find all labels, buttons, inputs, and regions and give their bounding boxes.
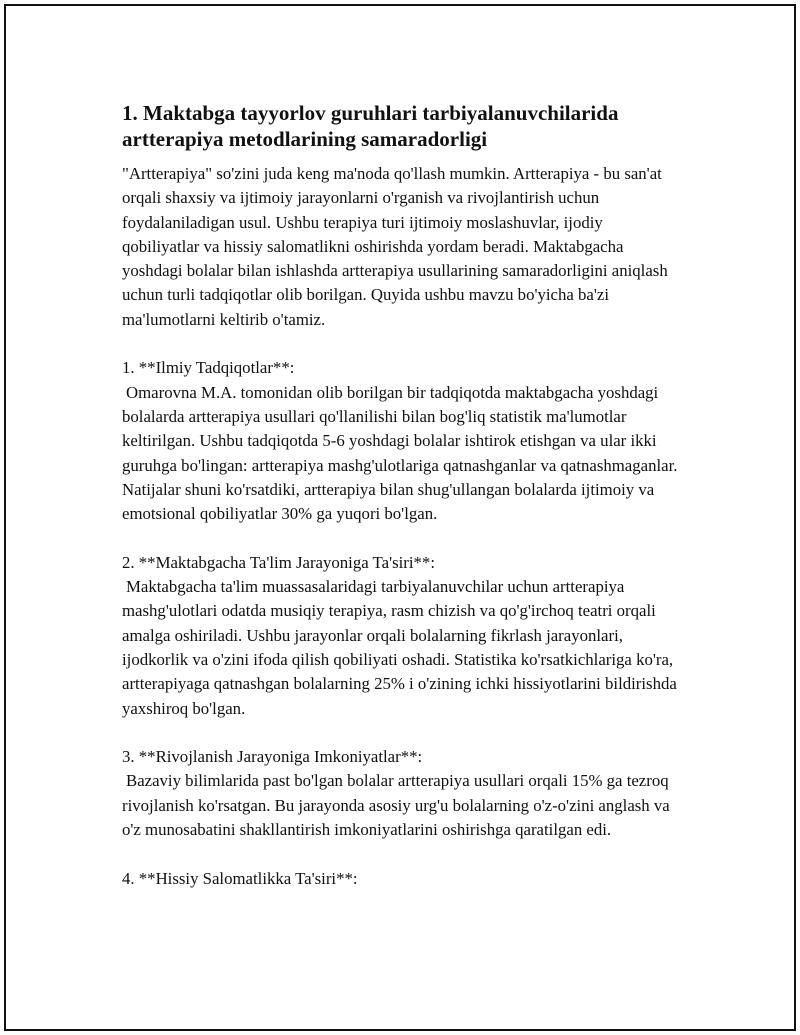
- section-3: [122, 745, 682, 842]
- page-frame: [4, 4, 796, 1031]
- section-2-heading: 2. **Maktabgacha Ta'lim Jarayoniga Ta'siri**:: [122, 552, 435, 572]
- document-title: 1. Maktabga tayyorlov guruhlari tarbiyalanuvchilarida artterapiya metodlarining samaradorligi: [122, 101, 619, 151]
- section-1-heading: 1. **Ilmiy Tadqiqotlar**:: [122, 358, 295, 378]
- section-2-body: Maktabgacha ta'lim muassasalaridagi tarbiyalanuvchilar uchun artterapiya mashg'ulotlari odatda musiqiy terapiya, rasm chizish va qo'g'irchoq teatri orqali amalga oshiriladi. Ushbu jarayonlar orqali bolalarning fikrlash jarayonlari, ijodkorlik va o'zini ifoda qilish qobiliyati oshadi. Statistika ko'rsatkichlariga ko'ra, artterapiyaga qatnashgan bolalarning 25% i o'zining ichki hissiyotlarini bildirishda yaxshiroq bo'lgan.: [122, 577, 677, 718]
- section-4: [122, 867, 682, 891]
- section-1: [122, 356, 682, 526]
- intro-paragraph: "Artterapiya" so'zini juda keng ma'noda qo'llash mumkin. Artterapiya - bu san'at orqali shaxsiy va ijtimoiy jarayonlarni o'rganish va rivojlantirish uchun foydalaniladigan usul. Ushbu terapiya turi ijtimoiy moslashuvlar, ijodiy qobiliyatlar va hissiy salomatlikni oshirishda yordam beradi. Maktabgacha yoshdagi bolalar bilan ishlashda artterapiya usullarining samaradorligini aniqlash uchun turli tadqiqotlar olib borilgan. Quyida ushbu mavzu bo'yicha ba'zi ma'lumotlarni keltirib o'tamiz.: [122, 164, 668, 329]
- section-4-heading: 4. **Hissiy Salomatlikka Ta'siri**:: [122, 868, 358, 888]
- section-2: [122, 551, 682, 721]
- section-1-body: Omarovna M.A. tomonidan olib borilgan bir tadqiqotda maktabgacha yoshdagi bolalarda artterapiya usullari qo'llanilishi bilan bog'liq statistik ma'lumotlar keltirilgan. Ushbu tadqiqotda 5-6 yoshdagi bolalar ishtirok etishgan va ular ikki guruhga bo'lingan: artterapiya mashg'ulotlariga qatnashganlar va qatnashmaganlar. Natijalar shuni ko'rsatdiki, artterapiya bilan shug'ullangan bolalarda ijtimoiy va emotsional qobiliyatlar 30% ga yuqori bo'lgan.: [122, 382, 678, 524]
- section-3-heading: 3. **Rivojlanish Jarayoniga Imkoniyatlar**:: [122, 747, 423, 767]
- section-3-body: Bazaviy bilimlarida past bo'lgan bolalar artterapiya usullari orqali 15% ga tezroq rivojlanish ko'rsatgan. Bu jarayonda asosiy urg'u bolalarning o'z-o'zini anglash va o'z munosabatini shakllantirish imkoniyatlarini oshirishga qaratilgan edi.: [122, 771, 670, 840]
- document-content: [122, 100, 682, 891]
